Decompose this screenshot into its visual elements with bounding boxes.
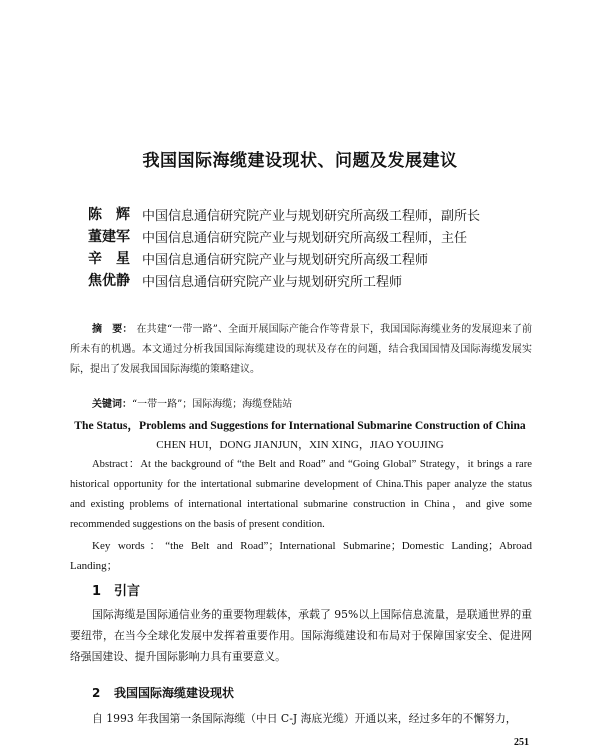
- author-affiliation: 中国信息通信研究院产业与规划研究所高级工程师: [142, 252, 429, 268]
- author-row: [88, 248, 558, 268]
- abstract-label: 摘 要：: [92, 324, 133, 335]
- english-abstract: Abstract：At the background of “the Belt and Road” and “Going Global” Strategy，it brings a rare historical opportunity for the intertational submarine development of China.This paper analyze the status and existing problems of international intertational submarine construction in China，and give some recommended suggestions on the basis of present condition.: [70, 459, 532, 530]
- author-row: [88, 270, 558, 290]
- author-affiliation: 中国信息通信研究院产业与规划研究所高级工程师，主任: [142, 230, 468, 246]
- author-name: 陈 辉: [88, 207, 130, 223]
- english-title: The Status，Problems and Suggestions for International Submarine Construction of China: [74, 419, 526, 432]
- author-row: [88, 204, 558, 224]
- section-number: 2: [92, 686, 101, 700]
- keywords-chinese: [92, 395, 532, 410]
- author-name: 焦优静: [88, 273, 130, 289]
- section-heading-status: [92, 684, 234, 701]
- page-number: 251: [514, 737, 529, 748]
- abstract-text: 在共建“一带一路”、全面开展国际产能合作等背景下，我国国际海缆业务的发展迎来了前所未有的机遇。本文通过分析我国国际海缆建设的现状及存在的问题，结合我国国情及国际海缆发展实际，提出了发展我国国际海缆的策略建议。: [70, 324, 533, 375]
- abstract-chinese: [70, 320, 532, 380]
- author-name: 董建军: [88, 229, 130, 245]
- section-title: 引言: [114, 584, 141, 599]
- keywords-text: “一带一路”；国际海缆；海缆登陆站: [132, 399, 293, 410]
- author-list: [88, 204, 558, 292]
- english-keywords: Key words：“the Belt and Road”；International Submarine；Domestic Landing；Abroad Landing；: [70, 540, 532, 572]
- author-name: 辛 星: [88, 251, 130, 267]
- section-number: 1: [92, 584, 102, 599]
- introduction-paragraph: 国际海缆是国际通信业务的重要物理载体，承载了 95%以上国际信息流量，是联通世界的重要纽带，在当今全球化发展中发挥着重要作用。国际海缆建设和布局对于保障国家安全、促进网络强国建设、提升国际影响力具有重要意义。: [70, 608, 532, 663]
- author-affiliation: 中国信息通信研究院产业与规划研究所工程师: [142, 274, 403, 290]
- section-heading-introduction: [92, 580, 140, 599]
- author-affiliation: 中国信息通信研究院产业与规划研究所高级工程师，副所长: [142, 208, 481, 224]
- paper-title: 我国国际海缆建设现状、问题及发展建议: [142, 151, 458, 171]
- author-row: [88, 226, 558, 246]
- english-authors: CHEN HUI，DONG JIANJUN，XIN XING，JIAO YOUJING: [156, 439, 444, 451]
- status-paragraph: 自 1993 年我国第一条国际海缆（中日 C-J 海底光缆）开通以来，经过多年的不懈努力，: [92, 712, 517, 725]
- section-title: 我国国际海缆建设现状: [114, 686, 235, 700]
- keywords-label: 关键词：: [92, 399, 132, 410]
